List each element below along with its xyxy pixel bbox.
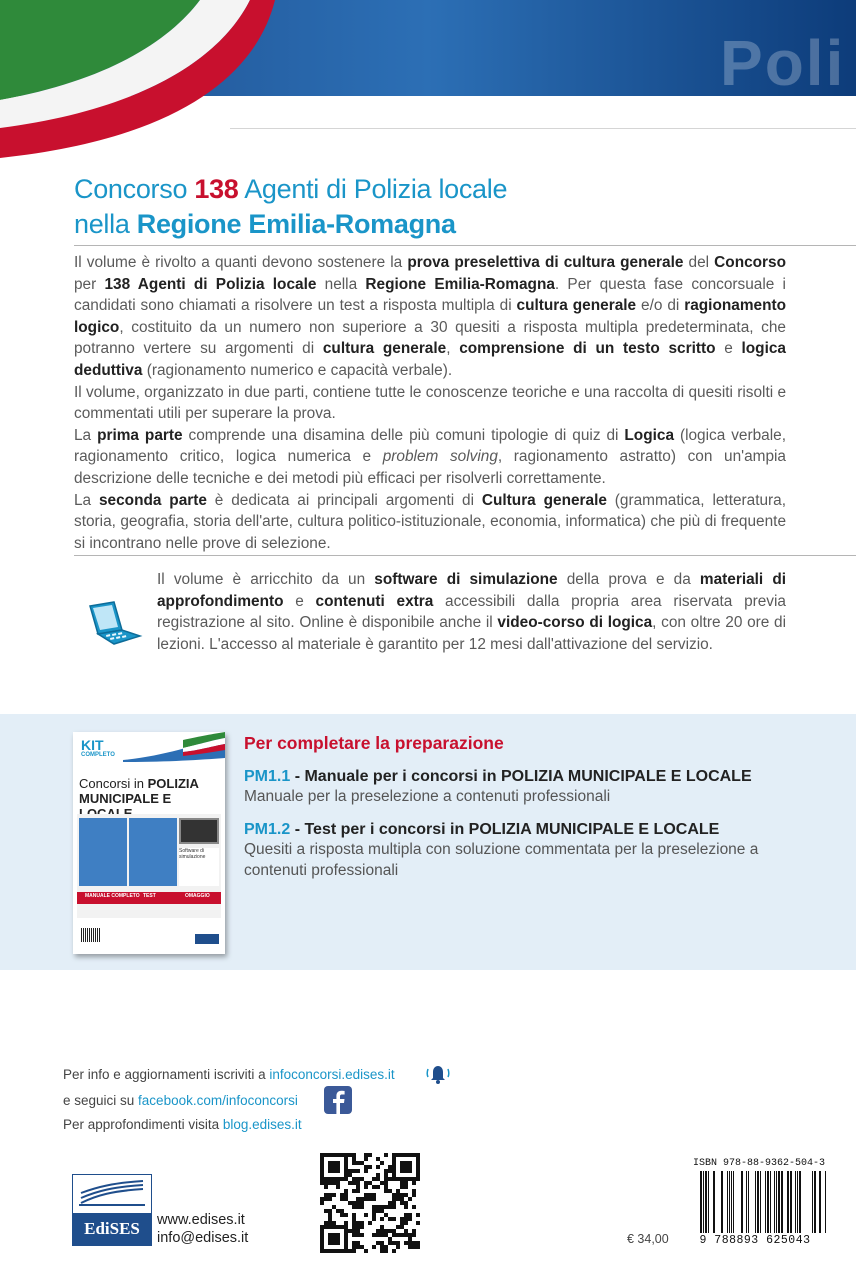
blog-link[interactable]: blog.edises.it — [222, 1117, 302, 1132]
kit-books-area — [77, 814, 221, 918]
isbn-number: ISBN 978-88-9362-504-3 — [692, 1158, 826, 1169]
paragraph — [74, 252, 786, 382]
paragraph — [74, 490, 786, 555]
prep-item-desc: Quesiti a risposta multipla con soluzione commentata per la preselezione a contenuti professionali — [244, 841, 759, 879]
kit-title-b: POLIZIA — [147, 776, 199, 791]
text: della prova e da — [557, 571, 700, 588]
text: comprende una disamina delle più comuni tipologie di quiz di — [182, 426, 625, 444]
follow-text: e seguici su — [63, 1093, 139, 1108]
bold-text: cultura generale — [516, 297, 637, 315]
paragraph — [74, 425, 786, 490]
prep-item — [244, 821, 804, 881]
bold-text: contenuti extra — [315, 592, 434, 610]
barcode-digits: 9 788893 625043 — [699, 1234, 811, 1247]
text: Il volume è arricchito da un — [157, 571, 375, 588]
prep-item-title — [244, 821, 804, 839]
text: nella — [316, 275, 366, 293]
text: , ragionamento astratto) con un'ampia descrizione delle tecniche e dei metodi più efficaci per risolverli correttamente. — [74, 448, 786, 487]
kit-cover-image — [73, 732, 225, 954]
page-title — [74, 172, 834, 242]
publisher-contacts — [157, 1211, 248, 1247]
body-divider — [74, 555, 856, 556]
kit-label: KIT — [81, 737, 104, 753]
text: (logica verbale, ragionamento critico, logica numerica e — [74, 426, 786, 466]
kit-label-omaggio: OMAGGIO — [185, 893, 210, 899]
title-text: Concorso — [74, 174, 195, 204]
header-banner — [0, 0, 856, 160]
title-divider — [74, 245, 856, 246]
prep-item-title — [244, 768, 844, 786]
title-number: 138 — [194, 174, 239, 204]
isbn-barcode — [680, 1158, 830, 1248]
price: € 34,00 — [627, 1232, 669, 1246]
kit-label-test: TEST — [143, 893, 156, 899]
text: (ragionamento numerico e capacità verbale). — [142, 361, 453, 379]
bold-text: video-corso di logica — [497, 614, 653, 632]
info-text: Per info e aggiornamenti iscriviti a — [63, 1067, 270, 1082]
text: e — [283, 592, 316, 610]
kit-label-manual: MANUALE COMPLETO — [85, 893, 140, 899]
text: , con oltre 20 ore di lezioni. L'accesso al materiale è garantito per 12 mesi dall'attivazione del servizio. — [157, 614, 786, 653]
text: e/o di — [636, 297, 685, 315]
bold-text: prova preselettiva di cultura generale — [407, 254, 684, 271]
kit-publisher-logo — [195, 934, 219, 944]
text: . Per questa fase concorsuale i candidati sono chiamati a risolvere un test a risposta multipla di — [74, 275, 786, 315]
publisher-email[interactable]: info@edises.it — [157, 1230, 249, 1246]
text: , costituito da un numero non superiore a 30 quesiti a risposta multipla predeterminata, che potranno vertere su argomenti di — [74, 318, 786, 358]
prep-item-code: PM1.2 — [244, 821, 291, 838]
kit-title-c: MUNICIPALE E — [79, 791, 172, 806]
blog-text: Per approfondimenti visita — [63, 1117, 223, 1132]
bold-text: ragionamento logico — [74, 297, 786, 336]
kit-barcode — [81, 928, 101, 942]
bold-text: comprensione di un testo scritto — [459, 340, 716, 358]
bold-text: logica deduttiva — [74, 340, 786, 379]
follow-line — [63, 1093, 298, 1108]
text: La — [74, 426, 98, 444]
qr-code — [320, 1153, 420, 1253]
publisher-website[interactable]: www.edises.it — [157, 1212, 245, 1228]
bold-text: 138 Agenti di Polizia locale — [104, 275, 317, 293]
paragraph — [74, 382, 786, 425]
bold-text: seconda parte — [98, 491, 207, 509]
description — [74, 252, 786, 554]
bold-text: prima parte — [97, 426, 183, 444]
bold-text: Logica — [624, 426, 675, 444]
prep-item-code: PM1.1 — [244, 768, 291, 785]
text: Il volume è rivolto a quanti devono sostenere la — [74, 254, 408, 271]
banner-watermark: Poli — [720, 27, 846, 99]
bold-text: materiali di approfondimento — [157, 571, 787, 610]
italic-text: problem solving — [382, 448, 498, 466]
title-line-1 — [74, 172, 834, 207]
bold-text: Cultura generale — [481, 491, 607, 509]
bold-text: software di simulazione — [374, 571, 558, 588]
prep-item-name: - Test per i concorsi in POLIZIA MUNICIPALE E LOCALE — [290, 821, 720, 838]
info-line — [63, 1067, 395, 1082]
blog-line — [63, 1117, 302, 1132]
bold-text: cultura generale — [322, 340, 447, 358]
kit-title-a: Concorsi in — [79, 776, 148, 791]
info-link[interactable]: infoconcorsi.edises.it — [269, 1067, 395, 1082]
kit-software-label: Software di simulazione — [179, 848, 219, 886]
software-description — [157, 569, 786, 655]
facebook-icon[interactable] — [324, 1086, 352, 1114]
title-line-2 — [74, 207, 834, 242]
prep-item — [244, 768, 844, 807]
title-region: Regione Emilia-Romagna — [136, 209, 456, 239]
text: accessibili dalla propria area riservata previa registrazione al sito. Online è disponibile anche il — [157, 592, 786, 632]
title-text: nella — [74, 209, 137, 239]
text: del — [683, 254, 715, 271]
laptop-icon — [84, 600, 144, 648]
bold-text: Regione Emilia-Romagna — [365, 275, 555, 293]
preparation-heading: Per completare la preparazione — [244, 733, 504, 753]
publisher-logo — [72, 1174, 152, 1246]
bold-text: Concorso — [714, 254, 786, 271]
prep-item-desc: Manuale per la preselezione a contenuti professionali — [244, 788, 611, 805]
publisher-name: EdiSES — [73, 1213, 151, 1245]
text: è dedicata ai principali argomenti di — [206, 491, 482, 509]
kit-completo-label: COMPLETO — [81, 752, 115, 758]
facebook-link[interactable]: facebook.com/infoconcorsi — [138, 1093, 298, 1108]
prep-item-name: - Manuale per i concorsi in POLIZIA MUNICIPALE E LOCALE — [290, 768, 752, 785]
text: per — [74, 275, 105, 293]
text: , — [446, 340, 460, 358]
text: La — [74, 491, 99, 509]
title-text: Agenti di Polizia locale — [238, 174, 508, 204]
text: (grammatica, letteratura, storia, geografia, storia dell'arte, cultura politico-istituzionale, economia, informatica) che più di frequente si incontrano nelle prove di selezione. — [74, 491, 787, 552]
text: e — [715, 340, 742, 358]
bell-icon — [426, 1064, 450, 1084]
text: Il volume, organizzato in due parti, contiene tutte le conoscenze teoriche e una raccolta di quesiti risolti e commentati utili per superare la prova. — [74, 383, 786, 423]
